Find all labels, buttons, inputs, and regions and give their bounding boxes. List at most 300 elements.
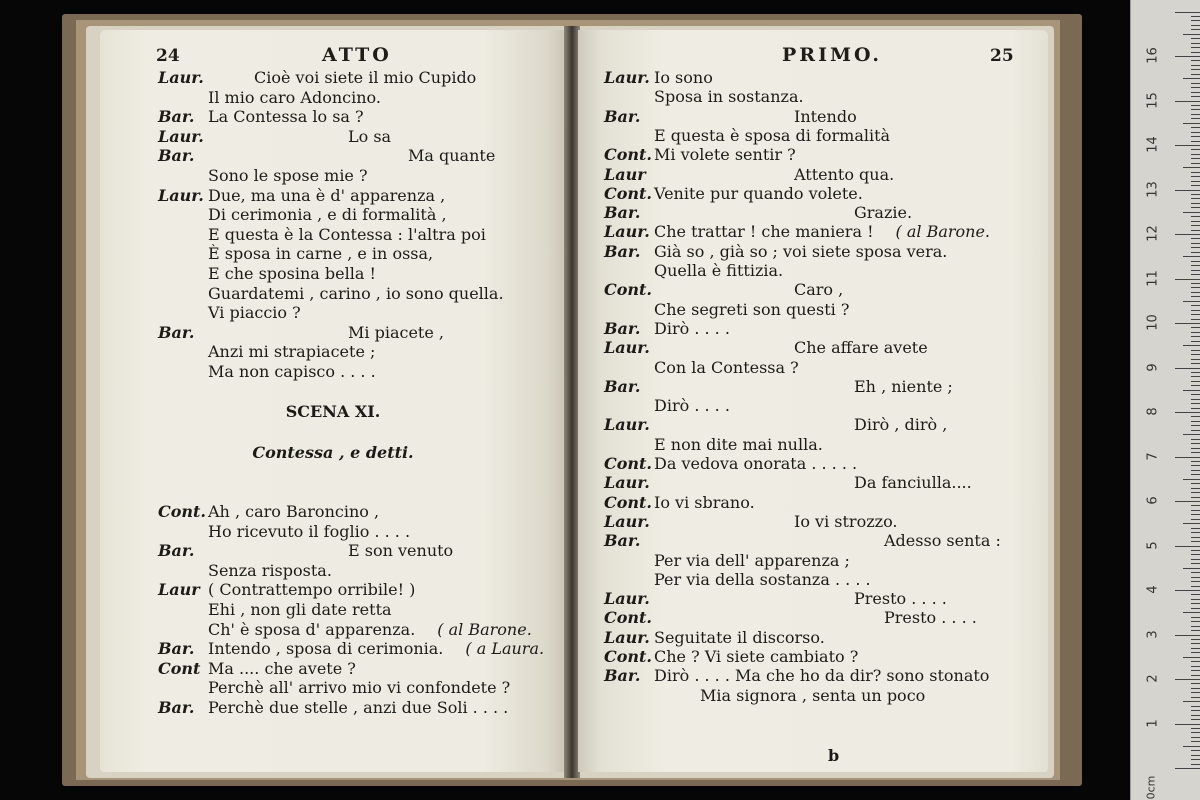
ruler-tick: [1183, 256, 1200, 257]
verse-line: [158, 244, 433, 264]
verse-text: Perchè due stelle , anzi due Soli . . . .: [208, 698, 509, 717]
ruler-tick: [1191, 265, 1200, 266]
verse-line: [158, 107, 364, 127]
ruler-tick: [1191, 581, 1200, 582]
verse-line: [604, 473, 972, 493]
ruler-tick: [1191, 470, 1200, 471]
verse-line: [158, 342, 375, 362]
ruler-number: 14: [1145, 136, 1161, 153]
signature-mark: b: [828, 746, 840, 765]
verse-text: Ehi , non gli date retta: [208, 600, 392, 619]
ruler-tick: [1191, 639, 1200, 640]
speaker-label: Cont.: [158, 502, 206, 521]
speaker-label: Bar.: [604, 666, 641, 686]
verse-line: [158, 659, 356, 679]
ruler-tick: [1191, 274, 1200, 275]
ruler-tick: [1191, 683, 1200, 684]
verse-text: Che affare avete: [794, 338, 928, 358]
ruler-tick: [1191, 385, 1200, 386]
ruler-tick: [1191, 270, 1200, 271]
ruler-tick: [1191, 25, 1200, 26]
verse-line: [604, 589, 947, 609]
verse-text: Mi volete sentir ?: [654, 145, 796, 165]
verse-line: [158, 146, 495, 166]
ruler-tick: [1191, 510, 1200, 511]
ruler-tick: [1175, 56, 1200, 57]
verse-line: [604, 87, 804, 107]
ruler-tick: [1191, 497, 1200, 498]
ruler-tick: [1191, 287, 1200, 288]
ruler-tick: [1183, 701, 1200, 702]
speaker-label: Laur.: [604, 589, 650, 609]
ruler-tick: [1191, 47, 1200, 48]
verse-text: Di cerimonia , e di formalità ,: [208, 205, 447, 225]
verse-line: [158, 186, 445, 206]
ruler-tick: [1191, 359, 1200, 360]
verse-text: È sposa in carne , e in ossa,: [208, 244, 434, 264]
verse-text: Caro ,: [794, 280, 844, 300]
verse-line: [604, 608, 977, 628]
ruler-number: 8: [1145, 407, 1161, 416]
ruler-tick: [1175, 12, 1200, 13]
speaker-label: Laur.: [604, 338, 650, 358]
verse-text: Da fanciulla....: [854, 473, 972, 493]
verse-text: Che segreti son questi ?: [654, 299, 850, 319]
ruler-tick: [1191, 354, 1200, 355]
left-page: [100, 30, 566, 772]
verse-line: [604, 261, 783, 281]
ruler-tick: [1191, 247, 1200, 248]
ruler-tick: [1191, 577, 1200, 578]
ruler-tick: [1191, 96, 1200, 97]
ruler-tick: [1191, 172, 1200, 173]
ruler-tick: [1191, 732, 1200, 733]
ruler-tick: [1191, 586, 1200, 587]
ruler-tick: [1191, 16, 1200, 17]
verse-text: Eh , niente ;: [854, 376, 953, 396]
speaker-label: Bar.: [604, 376, 641, 396]
verse-text: Da vedova onorata . . . . .: [654, 454, 858, 473]
ruler-number: 2: [1145, 674, 1161, 683]
ruler-tick: [1191, 603, 1200, 604]
ruler-tick: [1191, 505, 1200, 506]
right-running-head: PRIMO.: [782, 44, 883, 66]
verse-line: [158, 264, 376, 284]
ruler-number: 3: [1145, 629, 1161, 639]
ruler-tick: [1191, 728, 1200, 729]
speaker-label: Laur.: [158, 126, 204, 146]
ruler-tick: [1191, 350, 1200, 351]
ruler-tick: [1191, 65, 1200, 66]
ruler-tick: [1191, 688, 1200, 689]
ruler-tick: [1191, 737, 1200, 738]
verse-text: Ah , caro Baroncino ,: [208, 502, 380, 521]
verse-text: Ho ricevuto il foglio . . . .: [208, 521, 411, 541]
ruler-tick: [1191, 408, 1200, 409]
speaker-label: Laur.: [604, 473, 650, 493]
verse-line: [604, 165, 894, 185]
ruler-tick: [1191, 198, 1200, 199]
speaker-label: Bar.: [604, 203, 641, 223]
ruler-tick: [1191, 118, 1200, 119]
ruler-tick: [1175, 679, 1200, 680]
ruler-tick: [1191, 488, 1200, 489]
ruler-tick: [1183, 167, 1200, 168]
ruler-tick: [1183, 78, 1200, 79]
ruler-tick: [1191, 176, 1200, 177]
right-page-number: 25: [990, 46, 1014, 66]
verse-text: Già so , già so ; voi siete sposa vera.: [654, 241, 948, 261]
verse-text: Il mio caro Adoncino.: [208, 87, 381, 107]
ruler-tick: [1191, 314, 1200, 315]
ruler-tick: [1191, 608, 1200, 609]
ruler-tick: [1183, 657, 1200, 658]
ruler-tick: [1183, 345, 1200, 346]
verse-text: Per via della sostanza . . . .: [654, 569, 871, 589]
ruler-tick: [1191, 38, 1200, 39]
verse-text: Cioè voi siete il mio Cupido: [254, 68, 477, 87]
verse-text: La Contessa lo sa ?: [208, 107, 364, 127]
ruler-tick: [1191, 670, 1200, 671]
ruler-tick: [1191, 425, 1200, 426]
ruler-tick: [1191, 519, 1200, 520]
verse-text: Mi piacete ,: [348, 322, 444, 342]
ruler-tick: [1175, 234, 1200, 235]
ruler-tick: [1191, 243, 1200, 244]
verse-line: [604, 415, 947, 435]
ruler-number: 5: [1145, 540, 1161, 550]
verse-line: [158, 541, 453, 561]
speaker-label: Bar.: [604, 531, 641, 551]
verse-text: Senza risposta.: [208, 560, 332, 580]
ruler-tick: [1191, 363, 1200, 364]
ruler-tick: [1191, 43, 1200, 44]
verse-text: Presto . . . .: [854, 589, 947, 609]
verse-text: Ma quante: [408, 146, 496, 166]
ruler-tick: [1191, 372, 1200, 373]
ruler-tick: [1191, 221, 1200, 222]
ruler-tick: [1191, 759, 1200, 760]
verse-line: [604, 551, 850, 571]
ruler-tick: [1191, 69, 1200, 70]
verse-line: [604, 377, 953, 397]
ruler-tick: [1191, 127, 1200, 128]
ruler-tick: [1191, 149, 1200, 150]
verse-text: Anzi mi strapiacete ;: [208, 342, 376, 362]
speaker-label: Bar.: [158, 146, 195, 166]
verse-line: [604, 396, 730, 416]
ruler-tick: [1183, 390, 1200, 391]
ruler-tick: [1175, 635, 1200, 636]
verse-line: [158, 303, 301, 323]
ruler-number: 4: [1145, 585, 1161, 594]
ruler-tick: [1191, 514, 1200, 515]
ruler-number: 12: [1145, 225, 1161, 242]
ruler-tick: [1191, 697, 1200, 698]
ruler-tick: [1191, 194, 1200, 195]
verse-text: Dirò . . . .: [654, 318, 730, 338]
ruler-tick: [1191, 559, 1200, 560]
ruler-tick: [1191, 403, 1200, 404]
speaker-label: Cont.: [604, 183, 652, 203]
ruler-tick: [1191, 675, 1200, 676]
ruler-tick: [1175, 101, 1200, 102]
verse-text: Dirò , dirò ,: [854, 415, 948, 435]
ruler-tick: [1183, 212, 1200, 213]
ruler-number: 16: [1145, 47, 1161, 64]
ruler-tick: [1183, 568, 1200, 569]
ruler-tick: [1191, 550, 1200, 551]
speaker-label: Cont.: [604, 454, 652, 473]
ruler-tick: [1191, 421, 1200, 422]
ruler-tick: [1191, 20, 1200, 21]
verse-line: [604, 666, 989, 686]
ruler-tick: [1191, 465, 1200, 466]
ruler-tick: [1191, 572, 1200, 573]
verse-text: Perchè all' arrivo mio vi confondete ?: [208, 678, 511, 698]
ruler-tick: [1191, 617, 1200, 618]
verse-text: Grazie.: [854, 203, 913, 223]
verse-line: [604, 435, 823, 455]
ruler-tick: [1191, 630, 1200, 631]
ruler-tick: [1175, 501, 1200, 502]
ruler-unit-label: 0cm: [1144, 775, 1158, 800]
ruler-tick: [1191, 666, 1200, 667]
ruler-tick: [1191, 332, 1200, 333]
verse-text: Con la Contessa ?: [654, 357, 799, 377]
ruler-tick: [1191, 643, 1200, 644]
ruler-tick: [1191, 158, 1200, 159]
speaker-label: Cont.: [604, 145, 652, 165]
ruler-tick: [1191, 60, 1200, 61]
ruler-tick: [1191, 132, 1200, 133]
verse-text: Attento qua.: [794, 164, 895, 184]
speaker-label: Bar.: [158, 107, 195, 127]
ruler-tick: [1191, 741, 1200, 742]
verse-line: [604, 184, 863, 204]
verse-text: Sposa in sostanza.: [654, 87, 804, 107]
ruler-tick: [1191, 706, 1200, 707]
verse-line: [158, 88, 381, 108]
ruler-tick: [1191, 599, 1200, 600]
verse-text: E questa è sposa di formalità: [654, 125, 891, 145]
verse-line: [158, 522, 410, 542]
speaker-label: Bar.: [158, 322, 195, 342]
ruler-tick: [1191, 207, 1200, 208]
verse-line: [604, 280, 843, 300]
speaker-label: Laur.: [158, 68, 204, 87]
verse-line: [158, 678, 510, 698]
verse-line: [604, 686, 925, 706]
ruler-tick: [1191, 336, 1200, 337]
ruler-tick: [1191, 652, 1200, 653]
verse-line: [158, 698, 508, 718]
ruler-tick: [1175, 279, 1200, 280]
ruler-tick: [1191, 439, 1200, 440]
verse-line: [604, 493, 755, 513]
verse-line: [158, 561, 332, 581]
ruler-tick: [1183, 479, 1200, 480]
verse-text: Venite pur quando volete.: [654, 183, 863, 203]
ruler-tick: [1191, 430, 1200, 431]
stage-direction: ( a Laura.: [465, 639, 545, 659]
verse-text: Quella è fittizia.: [654, 261, 784, 280]
verse-line: [604, 647, 858, 667]
verse-text: Ma non capisco . . . .: [208, 362, 376, 381]
ruler-tick: [1191, 305, 1200, 306]
ruler-tick: [1191, 483, 1200, 484]
ruler-number: 11: [1145, 269, 1161, 287]
ruler-number: 10: [1145, 314, 1161, 331]
ruler-tick: [1191, 327, 1200, 328]
speaker-label: Laur.: [604, 415, 650, 435]
verse-line: [158, 620, 532, 640]
ruler-tick: [1183, 523, 1200, 524]
verse-line: [158, 600, 392, 620]
verse-text: Seguitate il discorso.: [654, 627, 825, 647]
ruler-number: 9: [1145, 362, 1161, 372]
ruler-tick: [1191, 163, 1200, 164]
speaker-label: Laur: [158, 580, 200, 600]
verse-line: [604, 107, 857, 127]
ruler-tick: [1191, 319, 1200, 320]
ruler-tick: [1191, 87, 1200, 88]
verse-text: Che trattar ! che maniera !: [654, 222, 874, 242]
ruler-tick: [1191, 719, 1200, 720]
ruler-tick: [1191, 216, 1200, 217]
ruler-tick: [1175, 590, 1200, 591]
ruler-tick: [1191, 532, 1200, 533]
ruler-tick: [1191, 109, 1200, 110]
scene-subtitle: Contessa , e detti.: [252, 443, 414, 462]
verse-text: Lo sa: [348, 126, 392, 146]
ruler-tick: [1191, 376, 1200, 377]
ruler-tick: [1191, 154, 1200, 155]
ruler-tick: [1191, 443, 1200, 444]
speaker-label: Cont.: [604, 492, 652, 512]
verse-line: [158, 205, 447, 225]
verse-text: Presto . . . .: [884, 608, 977, 628]
verse-line: [604, 242, 947, 262]
verse-text: Intendo: [794, 106, 857, 126]
speaker-label: Cont.: [604, 647, 652, 666]
ruler-tick: [1175, 323, 1200, 324]
right-page: [578, 30, 1048, 772]
ruler-tick: [1175, 368, 1200, 369]
ruler-tick: [1191, 764, 1200, 765]
ruler-tick: [1191, 261, 1200, 262]
ruler-tick: [1191, 52, 1200, 53]
verse-text: Vi piaccio ?: [208, 303, 301, 323]
ruler-tick: [1191, 692, 1200, 693]
speaker-label: Laur.: [604, 68, 650, 87]
ruler-tick: [1191, 554, 1200, 555]
ruler-number: 7: [1145, 451, 1161, 461]
verse-line: [604, 203, 912, 223]
ruler-tick: [1191, 715, 1200, 716]
ruler-tick: [1191, 394, 1200, 395]
ruler-tick: [1191, 292, 1200, 293]
speaker-label: Laur.: [604, 222, 650, 242]
ruler-tick: [1191, 710, 1200, 711]
verse-text: Guardatemi , carino , io sono quella.: [208, 283, 504, 303]
ruler-tick: [1191, 238, 1200, 239]
verse-line: [158, 580, 415, 600]
ruler-tick: [1191, 594, 1200, 595]
ruler-tick: [1191, 141, 1200, 142]
speaker-label: Bar.: [158, 698, 195, 717]
ruler-tick: [1191, 341, 1200, 342]
verse-line: [604, 570, 871, 590]
ruler-tick: [1191, 185, 1200, 186]
ruler-tick: [1191, 225, 1200, 226]
ruler-tick: [1191, 541, 1200, 542]
speaker-label: Bar.: [604, 106, 641, 126]
verse-text: Io sono: [654, 68, 713, 87]
verse-line: [604, 300, 849, 320]
verse-line: [604, 531, 1001, 551]
speaker-label: Laur.: [604, 627, 650, 647]
ruler-tick: [1191, 452, 1200, 453]
left-page-number: 24: [156, 46, 180, 66]
verse-text: E che sposina bella !: [208, 264, 376, 283]
ruler-tick: [1191, 83, 1200, 84]
ruler-tick: [1183, 746, 1200, 747]
ruler-tick: [1183, 612, 1200, 613]
speaker-label: Bar.: [604, 241, 641, 261]
verse-text: Dirò . . . . Ma che ho da dir? sono stonato: [654, 666, 990, 686]
ruler-tick: [1191, 621, 1200, 622]
ruler-tick: [1191, 74, 1200, 75]
ruler-tick: [1175, 190, 1200, 191]
speaker-label: Laur.: [158, 185, 204, 205]
speaker-label: Cont.: [604, 608, 652, 628]
ruler-tick: [1175, 724, 1200, 725]
speaker-label: Cont.: [604, 280, 652, 300]
measuring-ruler: [1130, 0, 1200, 800]
verse-line: [158, 166, 368, 186]
verse-line: [604, 68, 713, 88]
speaker-label: Laur: [604, 164, 646, 184]
verse-line: [158, 225, 486, 245]
verse-line: [158, 284, 504, 304]
verse-line: [604, 512, 898, 532]
ruler-tick: [1191, 461, 1200, 462]
ruler-tick: [1191, 296, 1200, 297]
ruler-tick: [1183, 301, 1200, 302]
ruler-number: 15: [1145, 91, 1161, 109]
speaker-label: Bar.: [158, 541, 195, 561]
verse-text: Sono le spose mie ?: [208, 166, 368, 185]
verse-text: Che ? Vi siete cambiato ?: [654, 647, 859, 666]
verse-text: ( Contrattempo orribile! ): [208, 580, 416, 600]
ruler-tick: [1191, 203, 1200, 204]
verse-text: Per via dell' apparenza ;: [654, 550, 850, 570]
ruler-tick: [1191, 492, 1200, 493]
ruler-tick: [1191, 310, 1200, 311]
ruler-tick: [1183, 434, 1200, 435]
verse-text: Intendo , sposa di cerimonia.: [208, 639, 444, 659]
ruler-tick: [1191, 648, 1200, 649]
ruler-number: 13: [1145, 180, 1161, 198]
ruler-tick: [1191, 283, 1200, 284]
verse-text: Io vi sbrano.: [654, 492, 755, 512]
ruler-tick: [1191, 105, 1200, 106]
ruler-tick: [1191, 626, 1200, 627]
stage-direction: ( al Barone.: [895, 222, 991, 242]
ruler-tick: [1191, 416, 1200, 417]
ruler-tick: [1191, 755, 1200, 756]
